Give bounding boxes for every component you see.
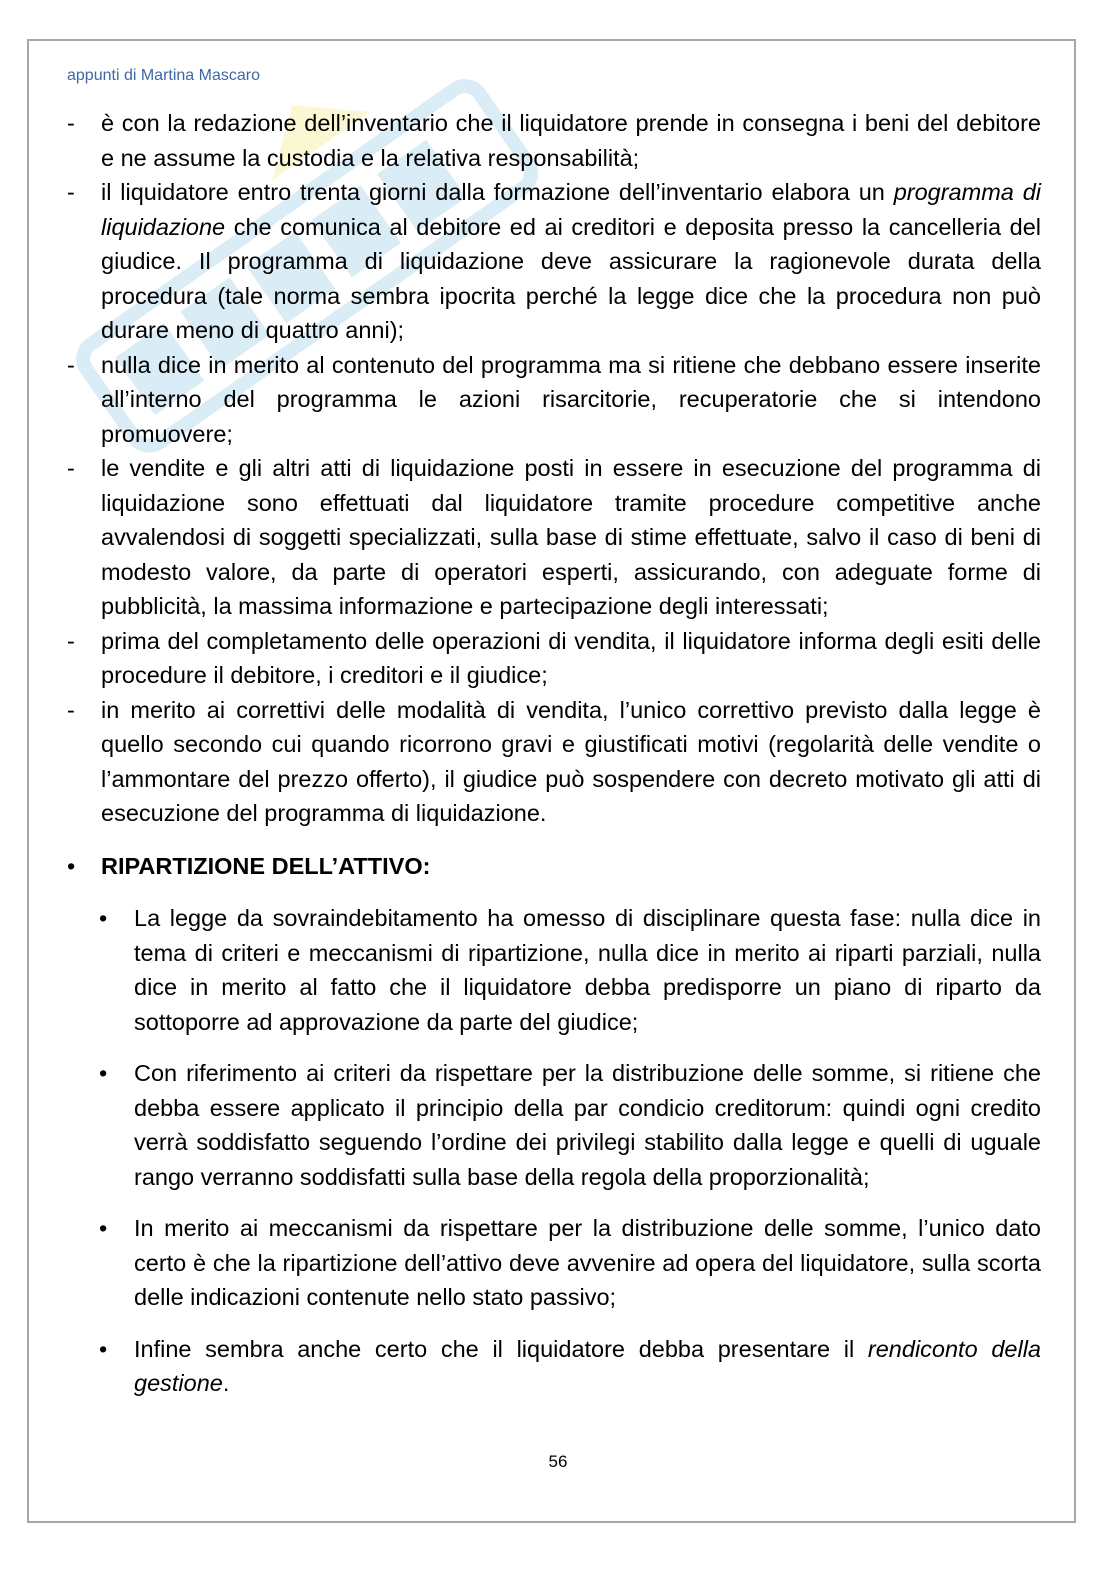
list-item-text-pre: il liquidatore entro trenta giorni dalla formazione dell’inventario elabora un — [101, 179, 894, 205]
list-item — [63, 451, 1041, 624]
list-item — [63, 901, 1041, 1039]
list-item-text: è con la redazione dell’inventario che il liquidatore prende in consegna i beni del debitore e ne assume la custodia e la relativa responsabilità; — [101, 110, 1041, 171]
header-author-note: appunti di Martina Mascaro — [67, 67, 260, 84]
list-item-text-italic: rendiconto della gestione — [134, 1335, 1041, 1396]
list-item — [63, 1056, 1041, 1194]
list-item-text: prima del completamento delle operazioni di vendita, il liquidatore informa degli esiti delle procedure il debitore, i creditori e il giudice; — [101, 627, 1041, 688]
document-body — [63, 106, 1041, 1401]
dash-marker: - — [67, 696, 75, 723]
bullet-icon: • — [99, 1335, 108, 1362]
dash-marker: - — [67, 351, 75, 378]
bullet-icon: • — [99, 1060, 108, 1086]
dash-marker: - — [67, 179, 75, 205]
list-item — [63, 175, 1041, 348]
list-item-text-post: . — [222, 1370, 230, 1396]
dash-marker: - — [67, 627, 75, 654]
list-item — [63, 1211, 1041, 1315]
list-item — [63, 693, 1041, 831]
dash-marker: - — [67, 455, 75, 481]
dash-marker: - — [67, 110, 75, 136]
bullet-icon: • — [99, 1215, 108, 1241]
list-item — [63, 1332, 1041, 1401]
bullet-icon: • — [67, 852, 76, 879]
list-item — [63, 106, 1041, 175]
bullet-icon: • — [99, 905, 108, 931]
list-item-text-post: che comunica al debitore ed ai creditori e deposita presso la cancelleria del giudice. Il programma di liquidazione deve assicurare la ragionevole durata della procedura (tale norma sembra ipocrita perché la legge dice che la procedura non può durare meno di quattro anni); — [101, 213, 1041, 343]
list-item-text-pre: Infine sembra anche certo che il liquidatore debba presentare il — [134, 1335, 868, 1362]
list-item — [63, 348, 1041, 452]
list-item-text: La legge da sovraindebitamento ha omesso di disciplinare questa fase: nulla dice in tema di criteri e meccanismi di ripartizione, nulla dice in merito ai riparti parziali, nulla dice in merito al fatto che il liquidatore debba predisporre un piano di riparto da sottoporre ad approvazione da parte del giudice; — [134, 905, 1041, 1035]
list-item-text: In merito ai meccanismi da rispettare per la distribuzione delle somme, l’unico dato certo è che la ripartizione dell’attivo deve avvenire ad opera del liquidatore, sulla scorta delle indicazioni contenute nello stato passivo; — [134, 1215, 1041, 1310]
list-item — [63, 624, 1041, 693]
page-number: 56 — [548, 1452, 568, 1471]
list-item-text: nulla dice in merito al contenuto del programma ma si ritiene che debbano essere inserite all’interno del programma le azioni risarcitorie, recuperatorie che si intendono promuovere; — [101, 351, 1041, 447]
section-heading — [63, 849, 1041, 884]
section-list — [63, 901, 1041, 1401]
list-item-text-italic: programma di liquidazione — [101, 179, 1041, 240]
section-heading-text: RIPARTIZIONE DELL’ATTIVO: — [101, 852, 431, 879]
list-item-text: le vendite e gli altri atti di liquidazione posti in essere in esecuzione del programma di liquidazione sono effettuati dal liquidatore tramite procedure competitive anche avvalendosi di soggetti specializzati, sulla base di stime effettuate, salvo il caso di beni di modesto valore, da parte di operatori esperti, assicurando, con adeguate forme di pubblicità, la massima informazione e partecipazione degli interessati; — [101, 455, 1041, 619]
list-item-text: in merito ai correttivi delle modalità di vendita, l’unico correttivo previsto dalla legge è quello secondo cui quando ricorrono gravi e giustificati motivi (regolarità delle vendite o l’ammontare del prezzo offerto), il giudice può sospendere con decreto motivato gli atti di esecuzione del programma di liquidazione. — [101, 696, 1041, 826]
list-item-text: Con riferimento ai criteri da rispettare per la distribuzione delle somme, si ritiene che debba essere applicato il principio della par condicio creditorum: quindi ogni credito verrà soddisfatto seguendo l’ordine dei privilegi stabilito dalla legge e quelli di uguale rango verranno soddisfatti sulla base della regola della proporzionalità; — [134, 1060, 1041, 1190]
